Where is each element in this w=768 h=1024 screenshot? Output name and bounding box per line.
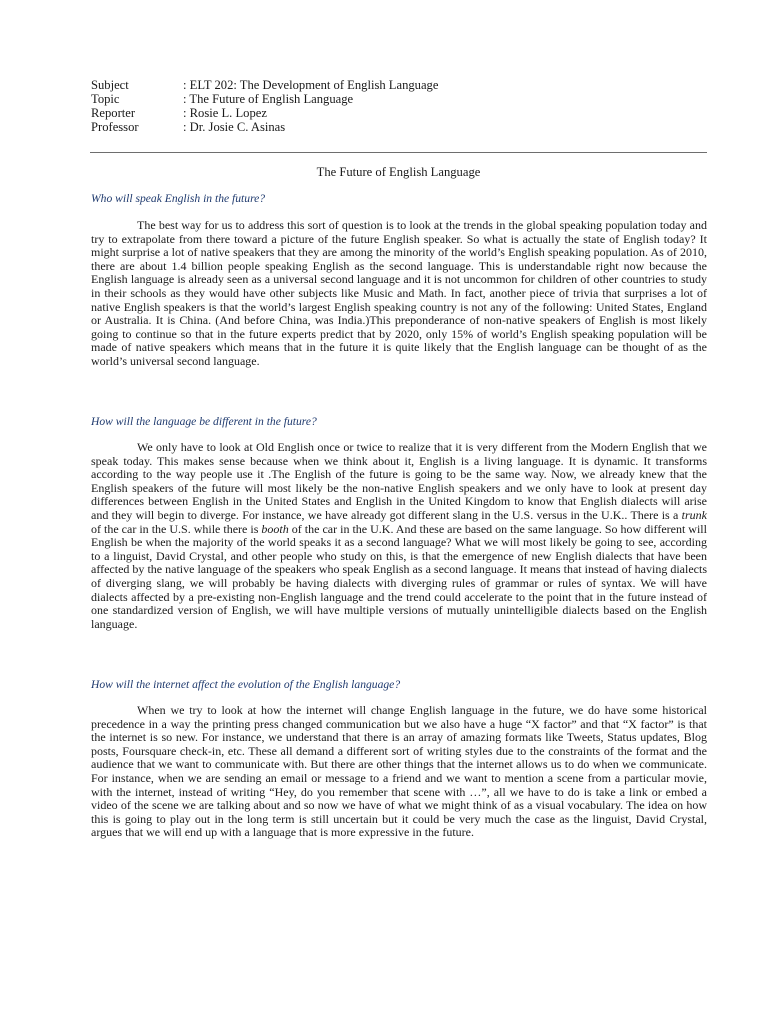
section-heading: Who will speak English in the future? xyxy=(91,192,266,205)
header-label: Subject xyxy=(91,78,129,92)
header-label: Reporter xyxy=(91,106,136,120)
paragraph-text: of the car in the U.S. while there is xyxy=(91,521,262,536)
emphasis-word: trunk xyxy=(681,507,707,522)
section-heading: How will the internet affect the evolution of the English language? xyxy=(91,678,401,691)
section-paragraph: When we try to look at how the internet will change English language in the future, we do have some historical precedence in a way the printing press changed communication but we also have a huge “X factor” and that “X factor” is that the internet is so new. For instance, we understand that there is an array of amazing formats like Tweets, Status updates, Blog posts, Foursquare check-in, etc. These all demand a different sort of writing styles due to the constraints of the format and the audience that we want to communicate with. But there are other things that the internet allows us to do when we communicate. For instance, when we are sending an email or message to a friend and we want to mention a scene from a particular movie, with the internet, instead of writing “Hey, do you remember that scene with …”, all we have to do is take a link or embed a video of the scene we are talking about and so now we have of what we might think of as a visual vocabulary. The idea on how this is going to play out in the long term is still uncertain but it could be very much the case as the linguist, David Crystal, argues that we will end up with a language that is more expressive in the future. xyxy=(91,703,707,840)
document-header xyxy=(91,78,438,134)
header-divider xyxy=(90,152,707,153)
header-row-professor xyxy=(91,120,438,134)
paragraph-text: We only have to look at Old English once or twice to realize that it is very different from the Modern English that we speak today. This makes sense because when we think about it, English is a living language. It is dynamic. It transforms according to the way people use it .The English of the future is going to be the same way. Now, we already knew that the English speakers of the future will most likely be the non-native English speakers and we only have to look at present day differences between English in the United States and English in the United Kingdom to know that English dialects will arise and they will begin to diverge. For instance, we have already got different slang in the U.S. versus in the U.K.. There is a xyxy=(91,440,707,522)
header-row-reporter xyxy=(91,106,438,120)
section-paragraph xyxy=(91,441,707,631)
header-value: : Dr. Josie C. Asinas xyxy=(183,120,286,134)
header-label: Professor xyxy=(91,120,139,134)
section-heading: How will the language be different in the future? xyxy=(91,415,317,428)
header-value: : ELT 202: The Development of English Language xyxy=(183,78,439,92)
header-label: Topic xyxy=(91,92,120,106)
emphasis-word: booth xyxy=(261,521,289,536)
document-title: The Future of English Language xyxy=(316,165,481,179)
header-value: : The Future of English Language xyxy=(183,92,354,106)
paragraph-text: of the car in the U.K. And these are based on the same language. So how different will English be when the majority of the world speaks it as a second language? What we will most likely be going to see, according to a linguist, David Crystal, and other people who study on this, is that the emergence of new English dialects that have been affected by the native language of the speakers who speak English as a second language. It means that instead of having dialects of diverging slang, we will probably be having dialects with diverging rules of grammar or rules of syntax. We will have dialects affected by a pre-existing non-English language and the trend could accelerate to the point that in the future instead of one standardized version of English, we will have multiple versions of mutually unintelligible dialects based on the English language. xyxy=(91,521,707,631)
header-value: : Rosie L. Lopez xyxy=(183,106,267,120)
header-row-subject xyxy=(91,78,438,92)
header-row-topic xyxy=(91,92,438,106)
section-paragraph: The best way for us to address this sort of question is to look at the trends in the global speaking population today and try to extrapolate from there toward a picture of the future English speaker. So what is actually the state of English today? It might surprise a lot of native speakers that they are among the minority of the world’s English speaking population. As of 2010, there are about 1.4 billion people speaking English as the second language. This is understandable right now because the English language is already seen as a universal second language and it is not uncommon for children of other countries to study in their schools as they would have other subjects like Music and Math. In fact, another piece of trivia that surprises a lot of native English speakers is that the world’s largest English speaking country is not any of the following: United States, England or Australia. It is China. (And before China, was India.)This preponderance of non-native speakers of English is most likely going to continue so that in the future experts predict that by 2020, only 15% of world’s English speaking population will be made of native speakers which means that in the future it is quite likely that the English language can be thought of as the world’s universal second language. xyxy=(91,218,707,368)
